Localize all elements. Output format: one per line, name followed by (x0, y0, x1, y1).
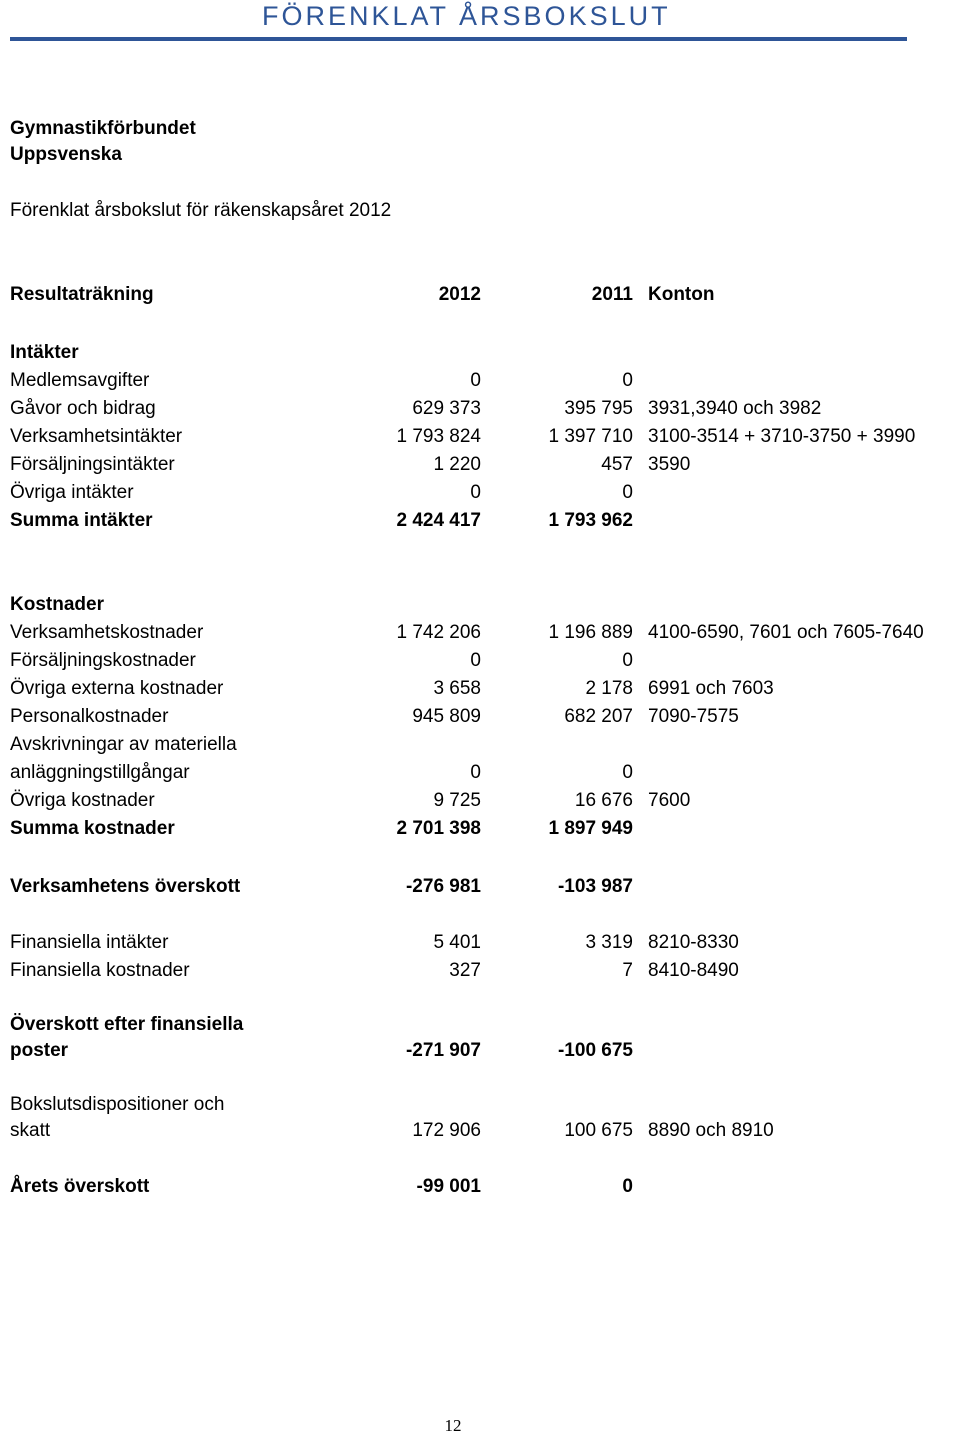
row-label: Verksamhetsintäkter (10, 426, 183, 447)
value-2012: -99 001 (416, 1176, 481, 1197)
row-label: Summa kostnader (10, 818, 175, 839)
value-2011: 457 (601, 454, 633, 475)
income-heading: Intäkter (10, 342, 79, 363)
row-label: Verksamhetskostnader (10, 622, 204, 643)
value-2012: 3 658 (433, 678, 481, 699)
value-2012: 2 424 417 (396, 510, 481, 531)
row-label: Övriga intäkter (10, 482, 134, 503)
org-region: Uppsvenska (10, 144, 122, 165)
account-range: 3590 (648, 454, 691, 475)
account-range: 3931,3940 och 3982 (648, 398, 822, 419)
row-label: Övriga kostnader (10, 790, 155, 811)
value-2012: 1 793 824 (396, 426, 481, 447)
col-header-2012: 2012 (438, 284, 481, 305)
row-label: Summa intäkter (10, 510, 153, 531)
row-label: Årets överskott (10, 1176, 150, 1197)
value-2011: 0 (622, 482, 633, 503)
report-subtitle: Förenklat årsbokslut för räkenskapsåret 2012 (10, 200, 392, 221)
value-2012: 0 (470, 482, 481, 503)
value-2011: 16 676 (574, 790, 633, 811)
row-label: Finansiella kostnader (10, 960, 190, 981)
col-header-konton: Konton (648, 284, 715, 305)
value-2012: 945 809 (412, 706, 481, 727)
costs-heading: Kostnader (10, 594, 104, 615)
row-label-line2: anläggningstillgångar (10, 762, 190, 783)
row-label: Finansiella intäkter (10, 932, 169, 953)
account-range: 3100-3514 + 3710-3750 + 3990 (648, 426, 916, 447)
value-2011: 682 207 (564, 706, 633, 727)
value-2012: 2 701 398 (396, 818, 481, 839)
value-2012: 1 220 (433, 454, 481, 475)
value-2011: 0 (622, 650, 633, 671)
value-2011: 7 (622, 960, 633, 981)
row-label: Verksamhetens överskott (10, 876, 241, 897)
value-2011: -100 675 (557, 1040, 633, 1061)
row-label: Övriga externa kostnader (10, 678, 224, 699)
account-range: 4100-6590, 7601 och 7605-7640 (648, 622, 924, 643)
value-2011: 0 (622, 370, 633, 391)
account-range: 6991 och 7603 (648, 678, 774, 699)
value-2012: -271 907 (405, 1040, 481, 1061)
value-2011: 1 196 889 (548, 622, 633, 643)
row-label-line2: poster (10, 1040, 69, 1061)
value-2012: 9 725 (433, 790, 481, 811)
account-range: 7600 (648, 790, 691, 811)
value-2012: 1 742 206 (396, 622, 481, 643)
value-2011: 100 675 (564, 1120, 633, 1141)
value-2011: 0 (622, 1176, 633, 1197)
value-2011: 395 795 (564, 398, 633, 419)
row-label-line1: Avskrivningar av materiella (10, 734, 237, 755)
value-2011: 0 (622, 762, 633, 783)
account-range: 8890 och 8910 (648, 1120, 774, 1141)
value-2011: 1 897 949 (548, 818, 633, 839)
value-2012: 327 (449, 960, 481, 981)
value-2012: 629 373 (412, 398, 481, 419)
value-2011: 1 793 962 (548, 510, 633, 531)
row-label: Gåvor och bidrag (10, 398, 156, 419)
org-name: Gymnastikförbundet (10, 118, 196, 139)
account-range: 8210-8330 (648, 932, 739, 953)
account-range: 8410-8490 (648, 960, 739, 981)
row-label: Personalkostnader (10, 706, 169, 727)
page-number: 12 (444, 1416, 462, 1435)
row-label-line1: Överskott efter finansiella (10, 1014, 244, 1035)
value-2011: -103 987 (557, 876, 633, 897)
account-range: 7090-7575 (648, 706, 739, 727)
value-2012: 0 (470, 762, 481, 783)
value-2012: -276 981 (405, 876, 481, 897)
row-label-line2: skatt (10, 1120, 51, 1141)
value-2012: 0 (470, 650, 481, 671)
value-2012: 0 (470, 370, 481, 391)
col-header-2011: 2011 (591, 284, 633, 305)
value-2012: 172 906 (412, 1120, 481, 1141)
statement-heading: Resultaträkning (10, 284, 154, 305)
row-label: Försäljningsintäkter (10, 454, 175, 475)
value-2011: 2 178 (585, 678, 633, 699)
value-2011: 1 397 710 (548, 426, 633, 447)
row-label: Medlemsavgifter (10, 370, 150, 391)
value-2012: 5 401 (433, 932, 481, 953)
row-label: Försäljningskostnader (10, 650, 196, 671)
row-label-line1: Bokslutsdispositioner och (10, 1094, 225, 1115)
title-underline (10, 37, 907, 41)
document-title: FÖRENKLAT ÅRSBOKSLUT (262, 1, 671, 31)
value-2011: 3 319 (585, 932, 633, 953)
